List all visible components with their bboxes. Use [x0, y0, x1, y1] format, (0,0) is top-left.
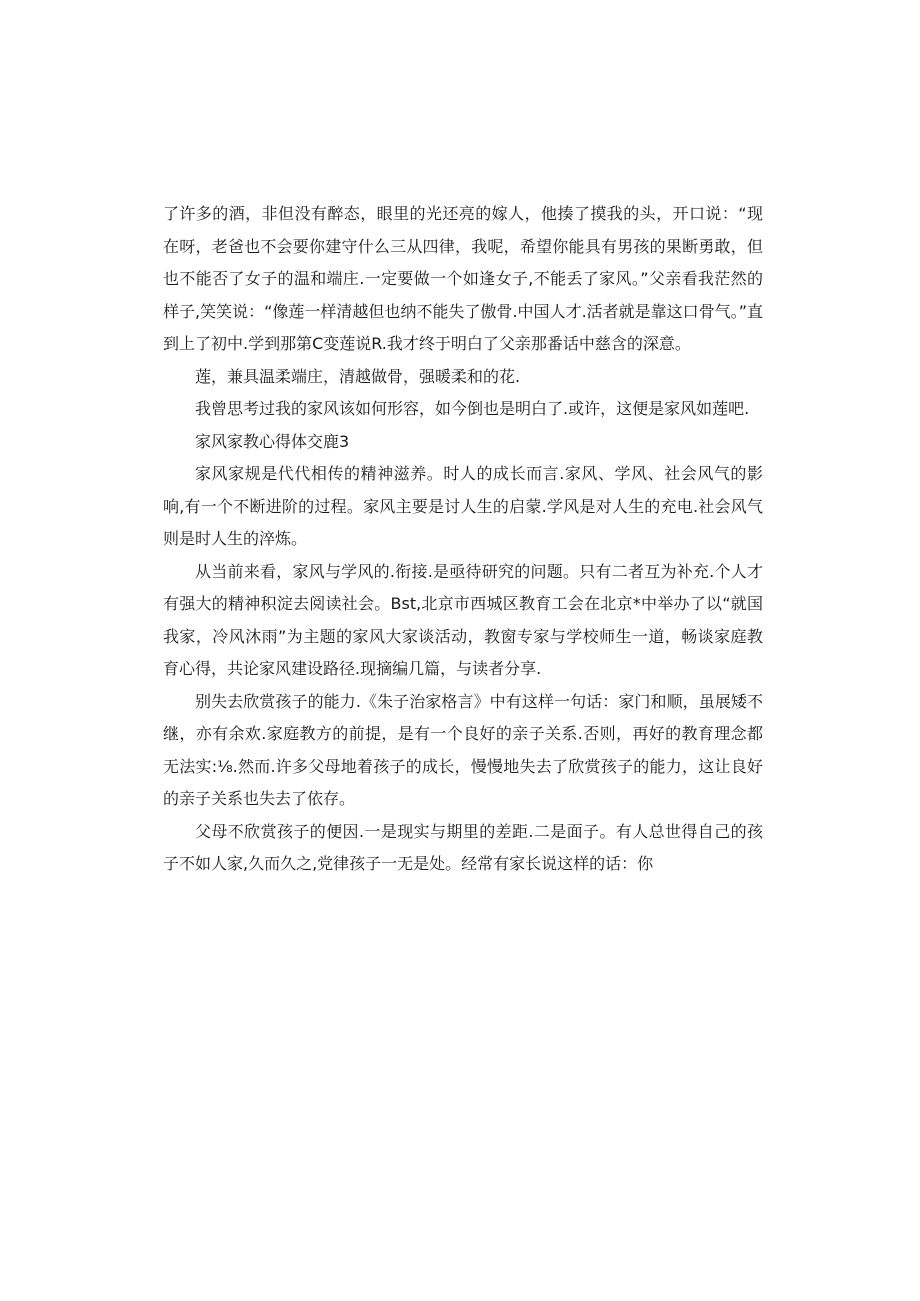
body-text: [163, 198, 763, 881]
paragraph-family-rules: 家风家规是代代相传的精神滋养。时人的成长而言.家风、学风、社会风气的影响,有一个不断进阶的过程。家风主要是讨人生的启蒙.学风是对人生的充电.社会风气则是时人生的淬炼。: [163, 464, 763, 548]
section-heading: 家风家教心得体交鹿3: [195, 431, 350, 451]
paragraph-continued: 了许多的酒，非但没有醉态，眼里的光还亮的嫁人，他揍了摸我的头，开口说：“现在呀，老爸也不会要你建守什么三从四律，我呢，希望你能具有男孩的果断勇敢，但也不能否了女子的温和端庄.一定要做一个如逢女子,不能丢了家风。”父亲看我茫然的样子,笑笑说：“像莲一样清越但也纳不能失了傲骨.中国人才.活者就是靠这口骨气。”直到上了初中.学到那第C变莲说R.我才终于明白了父亲那番话中慈含的深意。: [163, 204, 763, 353]
paragraph-parents-reason: 父母不欣赏孩子的便因.一是现实与期里的差距.二是面子。有人总世得自己的孩子不如人家,久而久之,党律孩子一无是处。经常有家长说这样的话：你: [163, 821, 763, 873]
paragraph-appreciate-children: 别失去欣赏孩子的能力.《朱子治家格言》中有这样一句话：家门和顺，虽展矮不继，亦有余欢.家庭教方的前提，是有一个良好的亲子关系.否则，再好的教育理念都无法实:⅛.然而.许多父母地着孩子的成长，慢慢地失去了欣赏孩子的能力，这让良好的亲子关系也失去了依存。: [163, 691, 763, 808]
paragraph-current-view: 从当前来看，家风与学风的.衔接.是亟待研究的问题。只有二者互为补充.个人才有强大的精神积淀去阅读社会。Bst,北京市西城区教育工会在北京*中举办了以“就国我家，冷风沐雨”为主题的家风大家谈活动，教窗专家与学校师生一道，畅谈家庭教育心得，共论家风建设路径.现摘编几篇，与读者分享.: [163, 561, 763, 678]
paragraph-lotus: 莲，兼具温柔端庄，清越做骨，强暖柔和的花.: [195, 366, 521, 386]
paragraph-family-style: 我曾思考过我的家风该如何形容，如今倒也是明白了.或许，这便是家风如莲吧.: [195, 399, 750, 418]
